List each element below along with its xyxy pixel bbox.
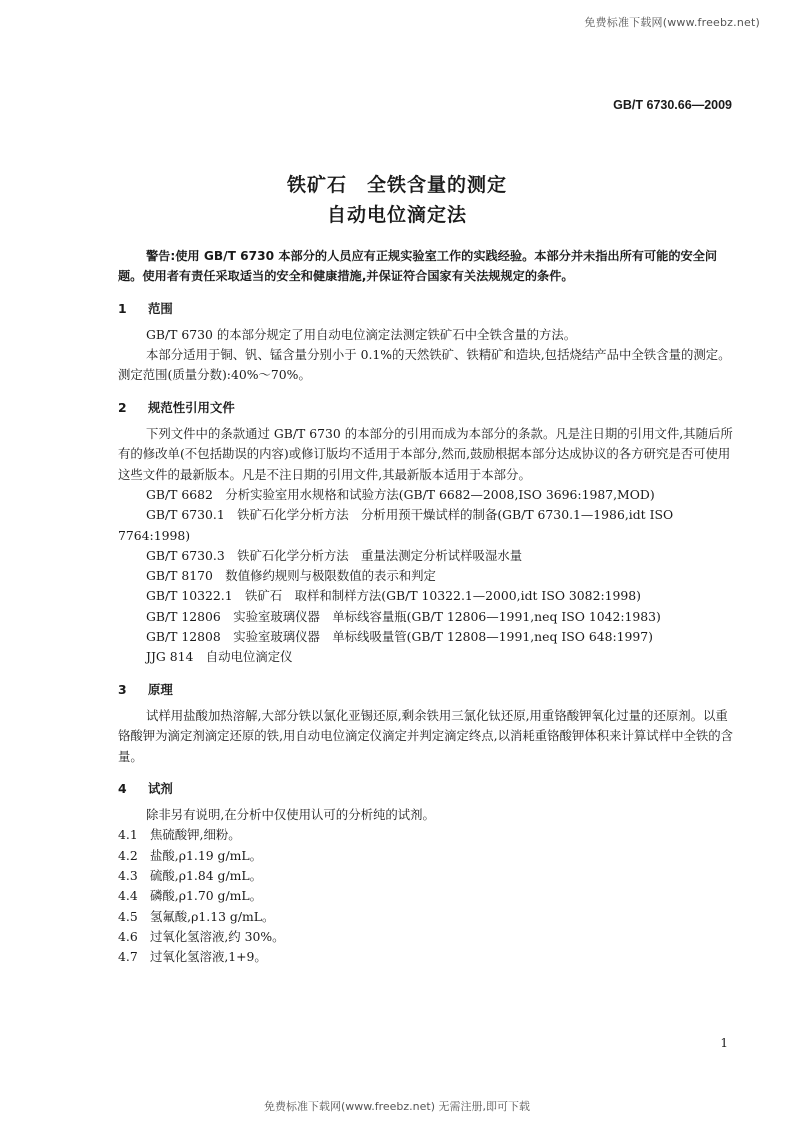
item-text: 硫酸,ρ1.84 g/mL。 — [150, 868, 263, 884]
section-number: 3 — [118, 681, 127, 697]
section-heading-scope — [118, 299, 738, 319]
section-number: 1 — [118, 300, 127, 316]
item-text: 盐酸,ρ1.19 g/mL。 — [150, 847, 263, 863]
section-title: 原理 — [148, 681, 173, 697]
item-text: 焦硫酸钾,细粉。 — [150, 827, 241, 843]
item-number: 4.6 — [118, 928, 138, 944]
item-number: 4.1 — [118, 827, 138, 843]
item-number: 4.5 — [118, 908, 138, 924]
item-text: 磷酸,ρ1.70 g/mL。 — [150, 888, 263, 904]
item-text: 过氧化氢溶液,1+9。 — [150, 949, 267, 965]
paragraph: 试样用盐酸加热溶解,大部分铁以氯化亚锡还原,剩余铁用三氯化钛还原,用重铬酸钾氧化过量的还原剂。以重铬酸钾为滴定剂滴定还原的铁,用自动电位滴定仪滴定并判定滴定终点,以消耗重铬酸钾体积来计算试样中全铁的含量。 — [118, 707, 734, 764]
item-number: 4.7 — [118, 949, 138, 965]
paragraph: 本部分适用于铜、钒、锰含量分别小于 0.1%的天然铁矿、铁精矿和造块,包括烧结产品中全铁含量的测定。测定范围(质量分数):40%～70%。 — [118, 347, 731, 383]
paragraph: 除非另有说明,在分析中仅使用认可的分析纯的试剂。 — [146, 807, 435, 823]
reference-item: GB/T 6730.3 铁矿石化学分析方法 重量法测定分析试样吸湿水量 — [146, 547, 523, 563]
section-heading-references — [118, 398, 738, 418]
item-number: 4.2 — [118, 847, 138, 863]
section-number: 2 — [118, 399, 127, 415]
page-number: 1 — [720, 1036, 728, 1050]
item-text: 过氧化氢溶液,约 30%。 — [150, 928, 285, 944]
item-number: 4.3 — [118, 868, 138, 884]
reagent-item — [118, 927, 738, 947]
reagent-item — [118, 886, 738, 906]
watermark-top: 免费标准下载网(www.freebz.net) — [584, 16, 760, 29]
standard-code: GB/T 6730.66—2009 — [613, 98, 732, 112]
section-title: 范围 — [148, 300, 173, 316]
document-title: 铁矿石 全铁含量的测定 — [286, 174, 507, 196]
section-title: 规范性引用文件 — [148, 399, 235, 415]
reagent-item — [118, 947, 738, 967]
document-subtitle: 自动电位滴定法 — [326, 204, 467, 226]
section-title: 试剂 — [148, 780, 173, 796]
reference-item: GB/T 12808 实验室玻璃仪器 单标线吸量管(GB/T 12808—1991,neq ISO 648:1997) — [146, 629, 654, 645]
paragraph: GB/T 6730 的本部分规定了用自动电位滴定法测定铁矿石中全铁含量的方法。 — [146, 326, 577, 342]
paragraph: 下列文件中的条款通过 GB/T 6730 的本部分的引用而成为本部分的条款。凡是注日期的引用文件,其随后所有的修改单(不包括勘误的内容)或修订版均不适用于本部分,然而,鼓励根据本部分达成协议的各方研究是否可使用这些文件的最新版本。凡是不注日期的引用文件,其最新版本适用于本部分。 — [118, 426, 733, 482]
reference-item: GB/T 6682 分析实验室用水规格和试验方法(GB/T 6682—2008,ISO 3696:1987,MOD) — [146, 486, 655, 502]
section-heading-principle — [118, 680, 738, 700]
reagent-item — [118, 846, 738, 866]
watermark-bottom: 免费标准下载网(www.freebz.net) 无需注册,即可下载 — [263, 1100, 531, 1113]
item-text: 氢氟酸,ρ1.13 g/mL。 — [150, 908, 275, 924]
document-body — [118, 246, 738, 968]
reagent-item — [118, 907, 738, 927]
reagent-item — [118, 825, 738, 845]
section-heading-reagents — [118, 779, 738, 799]
reagent-item — [118, 866, 738, 886]
reference-item: GB/T 6730.1 铁矿石化学分析方法 分析用预干燥试样的制备(GB/T 6730.1—1986,idt ISO 7764:1998) — [118, 507, 674, 543]
item-number: 4.4 — [118, 888, 138, 904]
section-number: 4 — [118, 780, 127, 796]
reference-item: GB/T 8170 数值修约规则与极限数值的表示和判定 — [146, 568, 436, 584]
reference-item: GB/T 10322.1 铁矿石 取样和制样方法(GB/T 10322.1—2000,idt ISO 3082:1998) — [146, 588, 641, 604]
reference-item: JJG 814 自动电位滴定仪 — [146, 649, 293, 665]
warning-paragraph: 警告:使用 GB/T 6730 本部分的人员应有正规实验室工作的实践经验。本部分并未指出所有可能的安全问题。使用者有责任采取适当的安全和健康措施,并保证符合国家有关法规规定的条件。 — [118, 249, 718, 284]
reference-item: GB/T 12806 实验室玻璃仪器 单标线容量瓶(GB/T 12806—1991,neq ISO 1042:1983) — [146, 608, 661, 624]
